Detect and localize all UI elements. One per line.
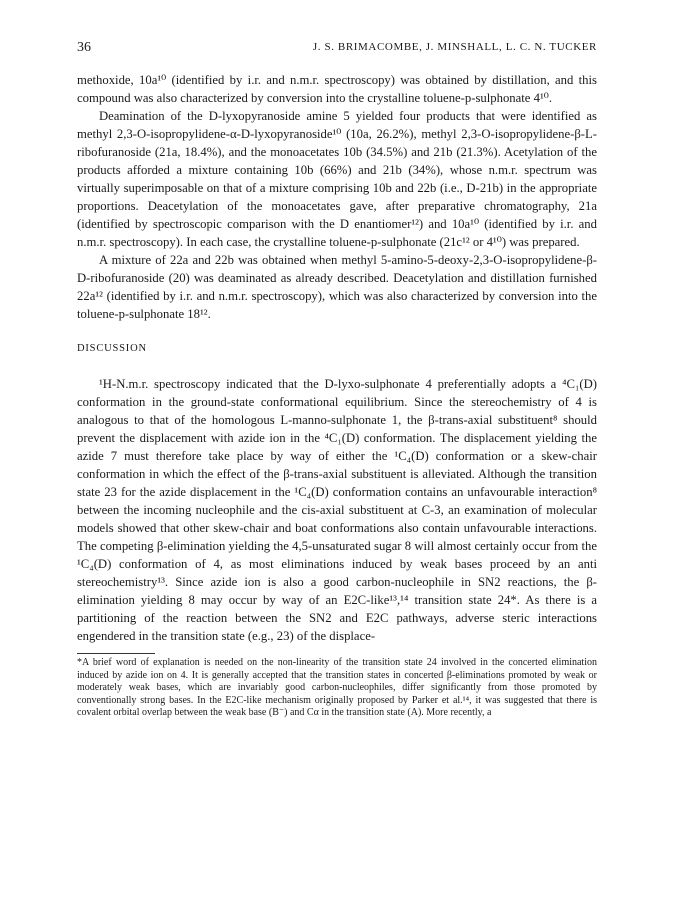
paragraph-2: Deamination of the D-lyxopyranoside amine 5 yielded four products that were identified as methyl 2,3-O-isopropylidene-α-D-lyxopyranoside¹⁰ (10a, 26.2%), methyl 2,3-O-isopropylidene-β-L-ribofuranoside (21a, 18.4%), and the monoacetates 10b (34.5%) and 21b (21.3%). Acetylation of the products afforded a mixture containing 10b (66%) and 21b (34%), whose n.m.r. spectrum was virtually superimposable on that of a mixture comprising 10b and 22b (i.e., D-21b) in the appropriate proportions. Deacetylation of the monoacetates gave, after preparative chromatography, 21a (identified by spectroscopic comparison with the D enantiomer¹²) and 10a¹⁰ (identified by i.r. and n.m.r. spectroscopy). In each case, the crystalline toluene-p-sulphonate (21c¹² or 4¹⁰) was prepared. [77,109,597,249]
paragraph-4: ¹H-N.m.r. spectroscopy indicated that the D-lyxo-sulphonate 4 preferentially adopts a ⁴C₁(D) conformation in the ground-state conformational equilibrium. Since the stereochemistry of 4 is analogous to that of the homologous L-manno-sulphonate 1, the β-trans-axial substituent⁸ should prevent the displacement with azide ion in the ⁴C₁(D) conformation. The displacement yielding the azide 7 must therefore take place by way of either the ¹C₄(D) conformation or a skew-chair conformation in which the effect of the β-trans-axial substituent is alleviated. Although the transition state 23 for the azide displacement in the ¹C₄(D) conformation contains an unfavourable interaction⁸ between the incoming nucleophile and the cis-axial substituent at C-3, an examination of molecular models showed that other skew-chair and boat conformations also contain unfavourable interactions. The competing β-elimination yielding the 4,5-unsaturated sugar 8 will almost certainly occur from the ¹C₄(D) conformation of 4, as most eliminations induced by weak bases proceed by an anti stereochemistry¹³. Since azide ion is also a good carbon-nucleophile in SN2 reactions, the β-elimination yielding 8 may occur by way of an E2C-like¹³,¹⁴ transition state 24*. As there is a partitioning of the reaction between the SN2 and E2C pathways, adverse steric interactions engendered in the transition state (e.g., 23) of the displace- [77,377,597,643]
section-spacer [77,323,597,340]
page-header [77,40,597,60]
page-number: 36 [77,40,91,55]
footnote-rule [77,653,155,654]
paragraph-1: methoxide, 10a¹⁰ (identified by i.r. and n.m.r. spectroscopy) was obtained by distillation, and this compound was also characterized by conversion into the crystalline toluene-p-sulphonate 4¹⁰. [77,73,597,105]
paragraph-3: A mixture of 22a and 22b was obtained when methyl 5-amino-5-deoxy-2,3-O-isopropylidene-β-D-ribofuranoside (20) was deaminated as already described. Deacetylation and distillation furnished 22a¹² (identified by i.r. and n.m.r. spectroscopy), which was also characterized by conversion into the toluene-p-sulphonate 18¹². [77,253,597,321]
section-spacer [77,358,597,375]
footnote: *A brief word of explanation is needed on the non-linearity of the transition state 24 involved in the concerted elimination induced by azide ion on 4. It is generally accepted that the transition states in concerted β-eliminations promoted by weak or moderately weak bases, which are invariably good carbon-nucleophiles, differ significantly from those promoted by conventionally strong bases. In the E2C-like mechanism originally proposed by Parker et al.¹⁴, it was suggested that there is covalent orbital overlap between the weak base (B⁻) and Cα in the transition state (A). More recently, a [77,657,597,719]
running-head: J. S. BRIMACOMBE, J. MINSHALL, L. C. N. TUCKER [312,41,597,53]
main-text [77,71,597,720]
section-heading: DISCUSSION [77,343,147,354]
